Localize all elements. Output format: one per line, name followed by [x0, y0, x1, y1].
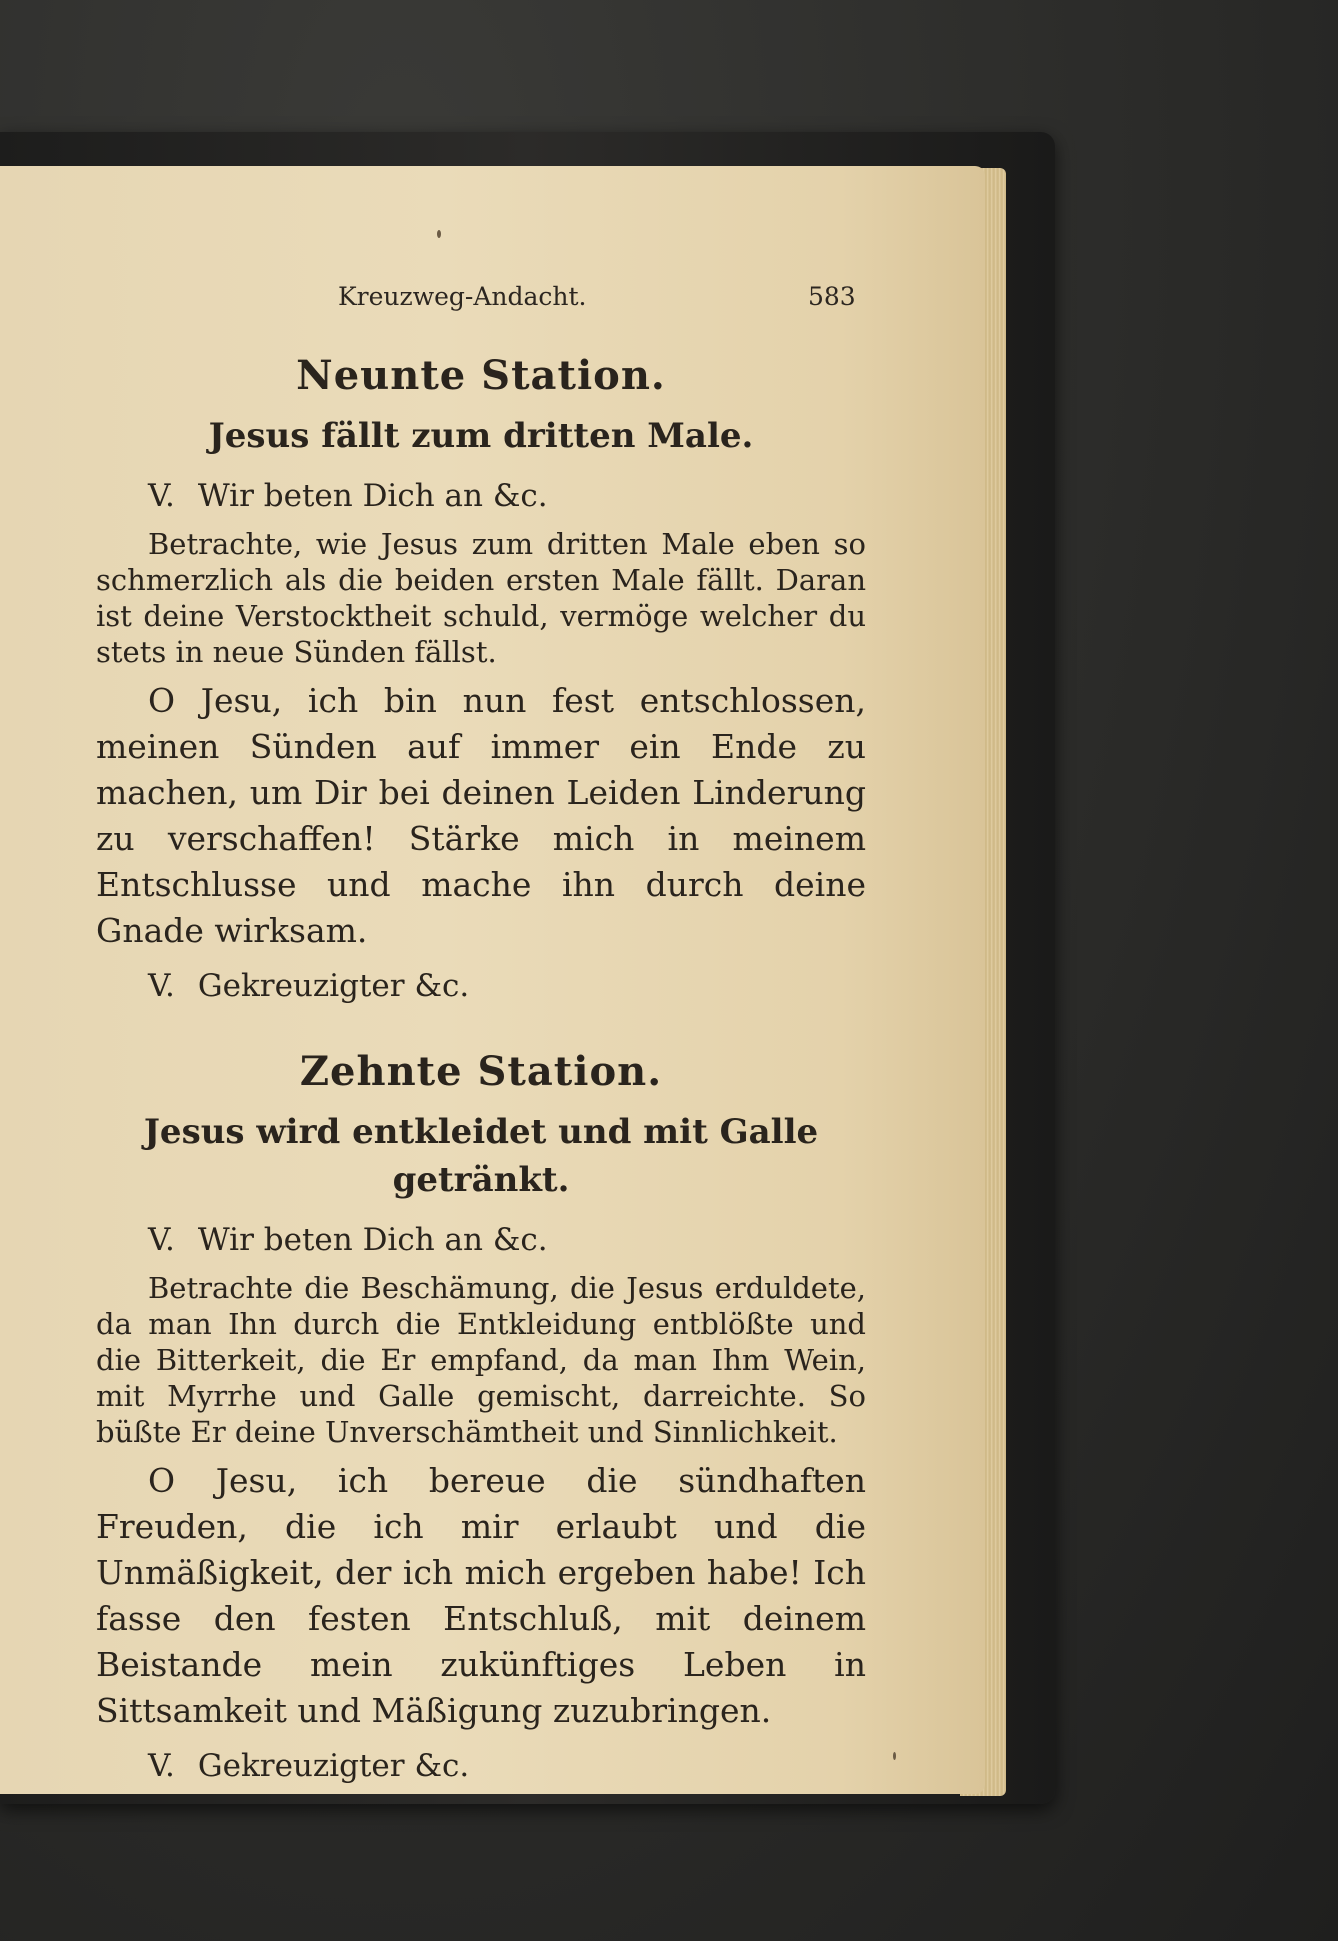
station-ten-versicle-2 [96, 1742, 866, 1790]
station-nine-meditation: Betrachte, wie Jesus zum dritten Male eben so schmerzlich als die beiden ersten Male fällt. Daran ist deine Verstocktheit schuld, vermöge welcher du stets in neue Sünden fällst. [96, 527, 866, 669]
running-title: Kreuzweg-Andacht. [338, 282, 587, 311]
station-nine-prayer: O Jesu, ich bin nun fest entschlossen, meinen Sünden auf immer ein Ende zu machen, um Dir bei deinen Leiden Linderung zu verschaffen! Stärke mich in meinem Entschlusse und mache ihn durch deine Gnade wirksam. [96, 681, 866, 950]
versicle-mark: V. [148, 1222, 175, 1258]
page-number: 583 [808, 282, 856, 311]
page-header [0, 282, 985, 314]
station-ten-meditation: Betrachte die Beschämung, die Jesus erduldete, da man Ihn durch die Entkleidung entblößte und die Bitterkeit, die Er empfand, da man Ihm Wein, mit Myrrhe und Galle gemischt, darreichte. So büßte Er deine Unverschämtheit und Sinnlichkeit. [96, 1271, 866, 1449]
section-spacer [96, 1016, 866, 1046]
station-ten-title: Zehnte Station. [299, 1048, 663, 1095]
station-nine [96, 350, 866, 1010]
versicle-mark: V. [148, 478, 175, 514]
paper-speck [437, 230, 441, 238]
station-ten [96, 1046, 866, 1790]
versicle-text: Gekreuzigter &c. [197, 968, 470, 1004]
versicle-mark: V. [148, 1748, 175, 1784]
paper-speck [893, 1752, 896, 1760]
station-nine-subtitle: Jesus fällt zum dritten Male. [208, 416, 754, 456]
versicle-text: Wir beten Dich an &c. [197, 1222, 548, 1258]
versicle-text: Gekreuzigter &c. [197, 1748, 470, 1784]
station-nine-versicle-2 [96, 962, 866, 1010]
versicle-text: Wir beten Dich an &c. [197, 478, 548, 514]
station-ten-subtitle: Jesus wird entkleidet und mit Galle getränkt. [143, 1112, 819, 1200]
page-text [96, 350, 866, 1796]
station-ten-prayer: O Jesu, ich bereue die sündhaften Freuden, die ich mir erlaubt und die Unmäßigkeit, der ich mich ergeben habe! Ich fasse den festen Entschluß, mit deinem Beistande mein zukünftiges Leben in Sittsamkeit und Mäßigung zuzubringen. [96, 1461, 866, 1730]
station-ten-versicle-1 [96, 1216, 866, 1264]
station-nine-versicle-1 [96, 472, 866, 520]
station-nine-title: Neunte Station. [296, 352, 666, 399]
versicle-mark: V. [148, 968, 175, 1004]
